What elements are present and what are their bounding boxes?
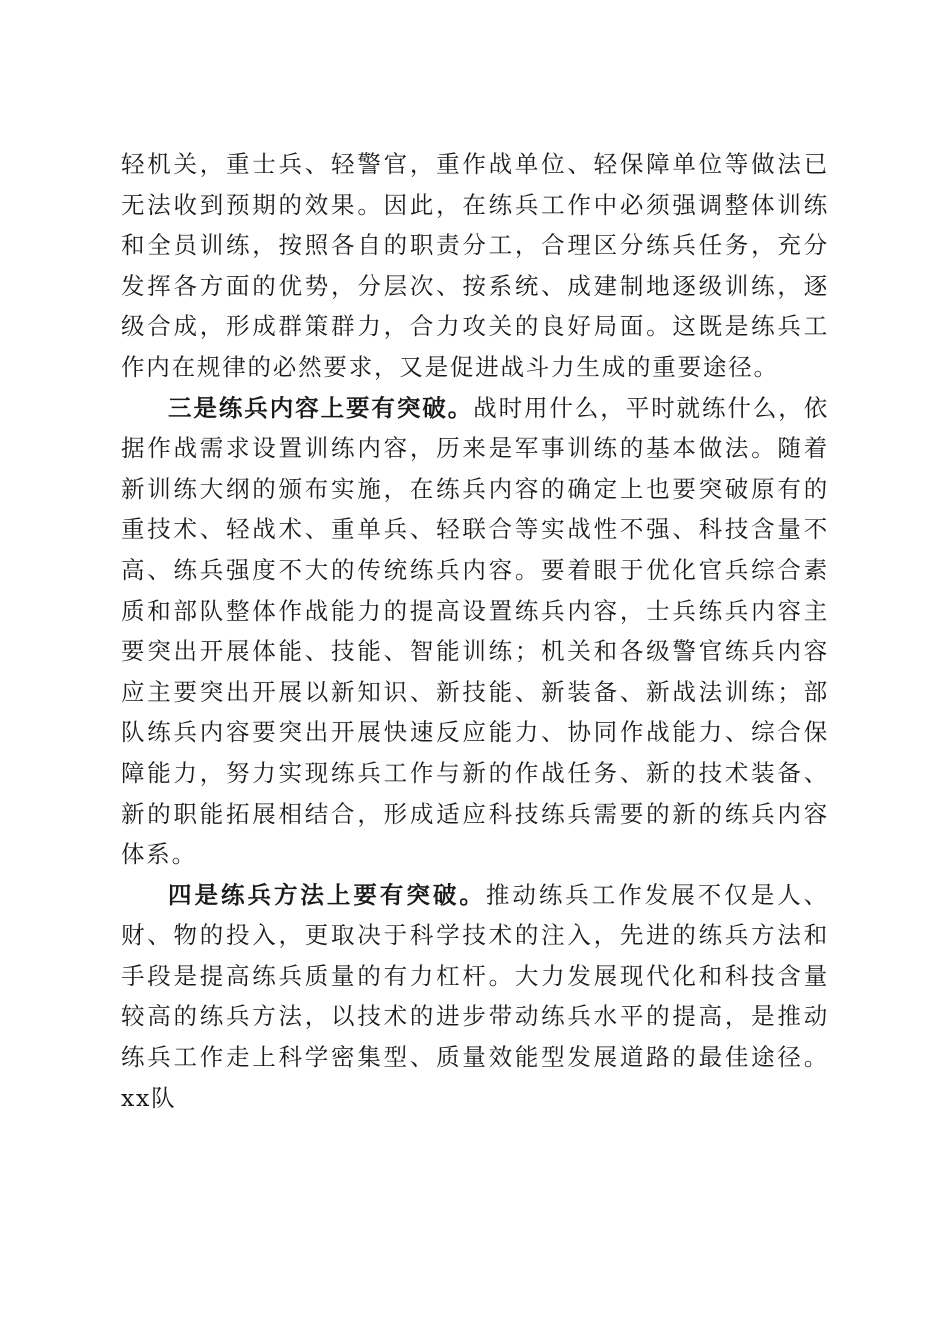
paragraph-text: 轻机关，重士兵、轻警官，重作战单位、轻保障单位等做法已无法收到预期的效果。因此，在练兵工作中必须强调整体训练和全员训练，按照各自的职责分工，合理区分练兵任务，充分发挥各方面的优势，分层次、按系统、成建制地逐级训练，逐级合成，形成群策群力，合力攻关的良好局面。这既是练兵工作内在规律的必然要求，又是促进战斗力生成的重要途径。 [121,150,829,381]
paragraph-lead-heading: 四是练兵方法上要有突破。 [168,880,486,909]
paragraph-text: 推动练兵工作发展不仅是人、财、物的投入，更取决于科学技术的注入，先进的练兵方法和手段是提高练兵质量的有力杠杆。大力发展现代化和科技含量较高的练兵方法，以技术的进步带动练兵水平的提高，是推动练兵工作走上科学密集型、质量效能型发展道路的最佳途径。xx队 [121,880,829,1112]
paragraph-content-breakthrough [121,388,829,875]
paragraph-method-breakthrough [121,875,829,1119]
paragraph-continuation [121,144,829,388]
paragraph-text: 战时用什么，平时就练什么，依据作战需求设置训练内容，历来是军事训练的基本做法。随着新训练大纲的颁布实施，在练兵内容的确定上也要突破原有的重技术、轻战术、重单兵、轻联合等实战性不强、科技含量不高、练兵强度不大的传统练兵内容。要着眼于优化官兵综合素质和部队整体作战能力的提高设置练兵内容，士兵练兵内容主要突出开展体能、技能、智能训练；机关和各级警官练兵内容应主要突出开展以新知识、新技能、新装备、新战法训练；部队练兵内容要突出开展快速反应能力、协同作战能力、综合保障能力，努力实现练兵工作与新的作战任务、新的技术装备、新的职能拓展相结合，形成适应科技练兵需要的新的练兵内容体系。 [121,393,829,869]
document-body [121,144,829,1118]
paragraph-lead-heading: 三是练兵内容上要有突破。 [168,393,474,422]
